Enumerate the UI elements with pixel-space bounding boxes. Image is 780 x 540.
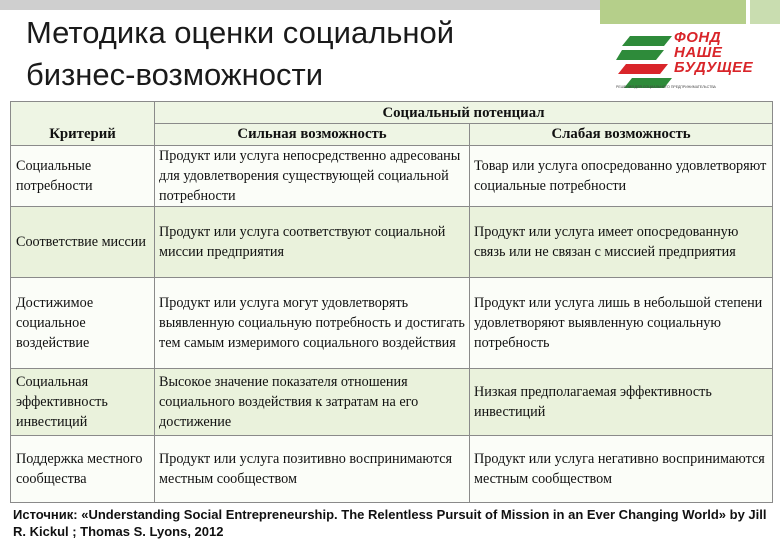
weak-cell: Продукт или услуга негативно воспринимаются местным сообществом [470,436,773,503]
header-strong: Сильная возможность [155,124,470,145]
strong-cell: Продукт или услуга могут удовлетворять выявленную социальную потребность и достигать тем самым измеримого социального воздействия [155,278,470,369]
slide-title [26,12,586,96]
logo-stripes-icon [616,32,672,90]
strong-cell: Продукт или услуга соответствуют социальной миссии предприятия [155,207,470,278]
weak-cell: Низкая предполагаемая эффективность инвестиций [470,369,773,436]
logo-wordmark [674,30,766,75]
criterion-cell: Соответствие миссии [11,207,155,278]
top-decor-bar [0,0,600,10]
logo-line1: ФОНД [674,29,722,46]
criterion-cell: Достижимое социальное воздействие [11,278,155,369]
table-row [11,207,773,278]
top-accent-bar [600,0,746,24]
logo-line2: НАШЕ [674,44,723,61]
slide-title-line2: бизнес-возможности [26,57,324,92]
strong-cell: Высокое значение показателя отношения социального воздействия к затратам на его достижение [155,369,470,436]
slide-title-line1: Методика оценки социальной [26,15,455,50]
header-social-potential: Социальный потенциал [155,102,773,124]
weak-cell: Продукт или услуга лишь в небольшой степени удовлетворяют выявленную социальную потребность [470,278,773,369]
top-corner-block [750,0,780,24]
weak-cell: Товар или услуга опосредованно удовлетворяют социальные потребности [470,145,773,207]
table-row [11,145,773,207]
logo-tagline: РЕШЕНИЯ ДЛЯ СОЦИАЛЬНОГО ПРЕДПРИНИМАТЕЛЬСТВА [616,85,716,89]
strong-cell: Продукт или услуга позитивно воспринимаются местным сообществом [155,436,470,503]
criterion-cell: Социальные потребности [11,145,155,207]
table-group-header-row [11,102,773,124]
table-row [11,436,773,503]
table-row [11,278,773,369]
assessment-table [10,101,773,503]
table-row [11,369,773,436]
header-criterion: Критерий [11,102,155,146]
source-citation: Источник: «Understanding Social Entrepreneurship. The Relentless Pursuit of Mission in an Ever Changing World» by Jill R. Kickul ; Thomas S. Lyons, 2012 [13,507,767,539]
weak-cell: Продукт или услуга имеет опосредованную связь или не связан с миссией предприятия [470,207,773,278]
criterion-cell: Социальная эффективность инвестиций [11,369,155,436]
criterion-cell: Поддержка местного сообщества [11,436,155,503]
fund-logo [616,30,766,92]
strong-cell: Продукт или услуга непосредственно адресованы для удовлетворения существующей социальной потребности [155,145,470,207]
header-weak: Слабая возможность [470,124,773,145]
logo-line3: БУДУЩЕЕ [674,59,754,76]
